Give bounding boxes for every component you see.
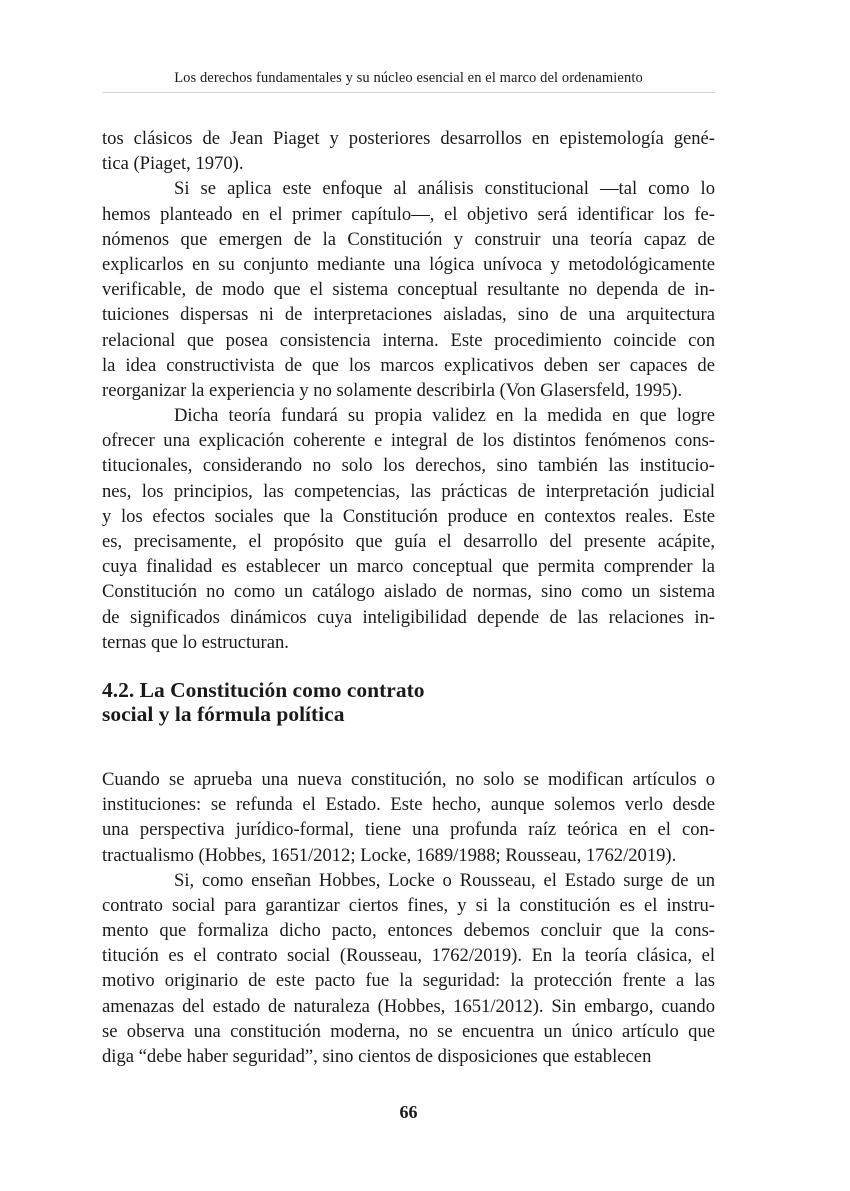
running-header: Los derechos fundamentales y su núcleo esencial en el marco del ordenamiento [174, 70, 643, 86]
text-line: amenazas del estado de naturaleza (Hobbes, 1651/2012). Sin embargo, cuando [102, 995, 715, 1017]
text-line: explicarlos en su conjunto mediante una lógica unívoca y metodológicamente [102, 253, 715, 275]
text-line: cuya finalidad es establecer un marco conceptual que permita comprender la [102, 556, 715, 578]
text-line: de significados dinámicos cuya inteligibilidad depende de las relaciones in- [102, 606, 715, 628]
text-line: instituciones: se refunda el Estado. Este hecho, aunque solemos verlo desde [102, 794, 715, 816]
text-line: contrato social para garantizar ciertos fines, y si la constitución es el instru- [102, 894, 715, 916]
text-line: Dicha teoría fundará su propia validez en la medida en que logre [174, 405, 715, 427]
text-line: Si, como enseñan Hobbes, Locke o Rousseau, el Estado surge de un [174, 869, 715, 891]
text-line: tica (Piaget, 1970). [102, 153, 244, 175]
text-line: diga “debe haber seguridad”, sino cientos de disposiciones que establecen [102, 1046, 652, 1067]
text-line: Constitución no como un catálogo aislado de normas, sino como un sistema [102, 581, 715, 603]
section-heading-line: 4.2. La Constitución como contrato [102, 677, 425, 702]
text-line: tractualismo (Hobbes, 1651/2012; Locke, 1689/1988; Rousseau, 1762/2019). [102, 844, 677, 866]
paragraphs-before-heading [102, 126, 715, 655]
section-heading [102, 678, 715, 727]
text-line: es, precisamente, el propósito que guía el desarrollo del presente acápite, [102, 531, 715, 552]
text-line: y los efectos sociales que la Constitución produce en contextos reales. Este [102, 505, 715, 527]
text-line: titucionales, considerando no solo los derechos, sino también las institucio- [102, 455, 715, 477]
body-text [102, 126, 715, 1069]
paragraph [102, 868, 715, 1070]
text-line: una perspectiva jurídico-formal, tiene una profunda raíz teórica en el con- [102, 819, 715, 841]
text-line: ofrecer una explicación coherente e integral de los distintos fenómenos cons- [102, 430, 715, 452]
text-line: motivo originario de este pacto fue la seguridad: la protección frente a las [102, 970, 715, 992]
text-line: ternas que lo estructuran. [102, 631, 289, 653]
text-line: mento que formaliza dicho pacto, entonces debemos concluir que la cons- [102, 920, 715, 942]
paragraph [102, 126, 715, 176]
text-line: nes, los principios, las competencias, las prácticas de interpretación judicial [102, 480, 715, 502]
page-number: 66 [399, 1102, 418, 1122]
text-line: tuiciones dispersas ni de interpretaciones aisladas, sino de una arquitectura [102, 304, 715, 326]
text-line: tos clásicos de Jean Piaget y posteriores desarrollos en epistemología gené- [102, 128, 715, 149]
text-line: verificable, de modo que el sistema conceptual resultante no dependa de in- [102, 279, 715, 301]
text-line: titución es el contrato social (Rousseau, 1762/2019). En la teoría clásica, el [102, 945, 715, 967]
section-heading-line: social y la fórmula política [102, 702, 345, 727]
text-line: Si se aplica este enfoque al análisis constitucional —tal como lo [174, 178, 715, 200]
text-line: relacional que posea consistencia interna. Este procedimiento coincide con [102, 329, 715, 351]
paragraph [102, 176, 715, 403]
text-line: hemos planteado en el primer capítulo—, el objetivo será identificar los fe- [102, 203, 715, 225]
paragraph [102, 767, 715, 868]
text-line: nómenos que emergen de la Constitución y construir una teoría capaz de [102, 228, 715, 250]
text-line: se observa una constitución moderna, no se encuentra un único artículo que [102, 1020, 715, 1042]
header-rule [102, 92, 715, 93]
paragraph [102, 403, 715, 655]
text-line: reorganizar la experiencia y no solamente describirla (Von Glasersfeld, 1995). [102, 379, 683, 401]
text-line: Cuando se aprueba una nueva constitución, no solo se modifican artículos o [102, 768, 715, 790]
paragraphs-after-heading [102, 767, 715, 1069]
text-line: la idea constructivista de que los marcos explicativos deben ser capaces de [102, 354, 715, 376]
